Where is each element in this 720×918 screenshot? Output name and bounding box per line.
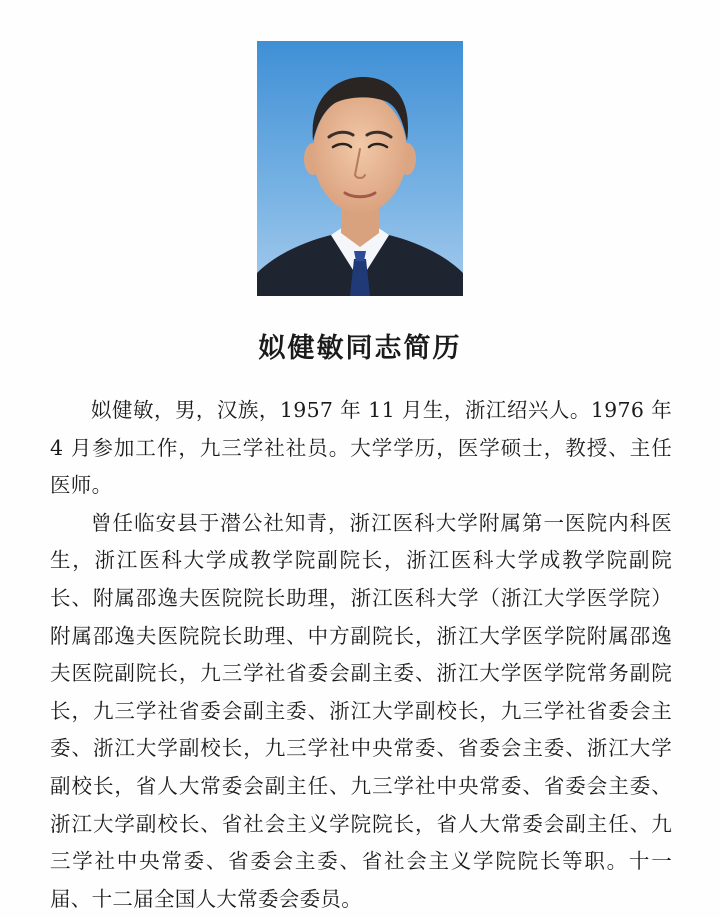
biography-paragraph-1: 姒健敏，男，汉族，1957 年 11 月生，浙江绍兴人。1976 年 4 月参加工作，九三学社社员。大学学历，医学硕士，教授、主任医师。 (50, 398, 672, 498)
biography-text (50, 392, 672, 918)
portrait-illustration (257, 41, 463, 296)
portrait-photo (257, 41, 463, 296)
page-title: 姒健敏同志简历 (258, 333, 462, 364)
biography-paragraph-2: 曾任临安县于潜公社知青，浙江医科大学附属第一医院内科医生，浙江医科大学成教学院副院长，浙江医科大学成教学院副院长、附属邵逸夫医院院长助理，浙江医科大学（浙江大学医学院）附属邵逸夫医院院长助理、中方副院长，浙江大学医学院附属邵逸夫医院副院长，九三学社省委会副主委、浙江大学医学院常务副院长，九三学社省委会副主委、浙江大学副校长，九三学社省委会主委、浙江大学副校长，九三学社中央常委、省委会主委、浙江大学副校长，省人大常委会副主任、九三学社中央常委、省委会主委、浙江大学副校长、省社会主义学院院长，省人大常委会副主任、九三学社中央常委、省委会主委、省社会主义学院院长等职。十一届、十二届全国人大常委会委员。 (50, 510, 672, 911)
